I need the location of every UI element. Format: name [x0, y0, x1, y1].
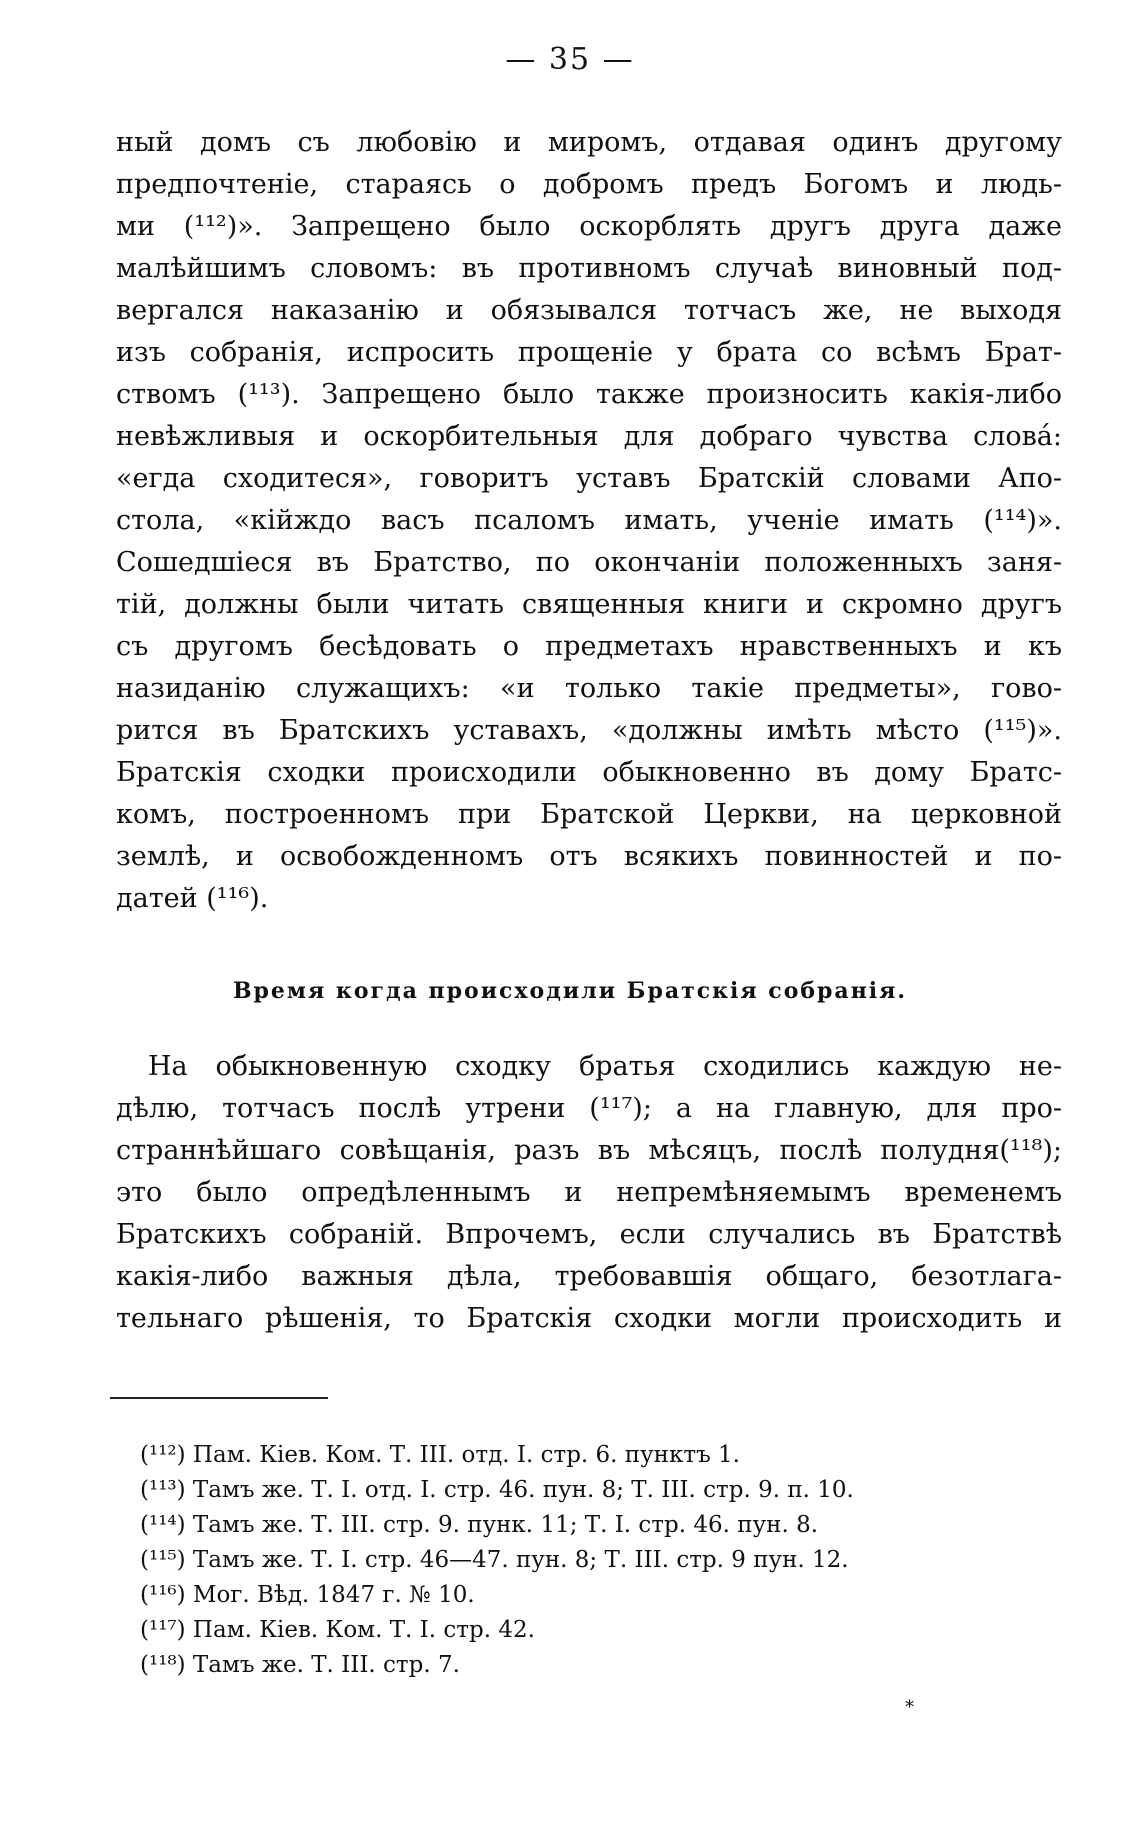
footnote-113: (¹¹³) Тамъ же. Т. I. отд. I. стр. 46. пун. 8; Т. III. стр. 9. п. 10.: [140, 1477, 854, 1503]
text-line: страннѣйшаго совѣщанія, разъ въ мѣсяцъ, послѣ полудня(¹¹⁸);: [116, 1135, 1062, 1166]
text-line: На обыкновенную сходку братья сходились каждую не-: [148, 1051, 1062, 1082]
footnote-114: (¹¹⁴) Тамъ же. Т. III. стр. 9. пунк. 11; Т. I. стр. 46. пун. 8.: [140, 1512, 819, 1538]
paragraph-2: [116, 1046, 1062, 1340]
paragraph-1: [116, 122, 1062, 920]
footnote-112: (¹¹²) Пам. Кіев. Ком. Т. III. отд. I. стр. 6. пунктъ 1.: [140, 1442, 740, 1468]
footnote-117: (¹¹⁷) Пам. Кіев. Ком. Т. I. стр. 42.: [140, 1617, 535, 1643]
footnote-116: (¹¹⁶) Мог. Вѣд. 1847 г. № 10.: [140, 1582, 475, 1608]
text-line: назиданію служащихъ: «и только такіе предметы», гово-: [116, 673, 1062, 704]
text-line: тельнаго рѣшенія, то Братскія сходки могли происходить и: [116, 1303, 1062, 1334]
text-line: Сошедшіеся въ Братство, по окончаніи положенныхъ заня-: [116, 547, 1062, 578]
section-heading: Время когда происходили Братскія собранія.: [232, 978, 908, 1004]
text-line: ный домъ съ любовію и миромъ, отдавая одинъ другому: [116, 127, 1062, 158]
text-line: какія-либо важныя дѣла, требовавшія общаго, безотлага-: [116, 1261, 1062, 1292]
text-line: тій, должны были читать священныя книги и скромно другъ: [116, 589, 1062, 620]
text-line: ствомъ (¹¹³). Запрещено было также произносить какія-либо: [116, 379, 1062, 410]
footnote-rule: [110, 1397, 328, 1399]
text-line: невѣжливыя и оскорбительныя для добраго чувства слова́:: [116, 421, 1062, 452]
text-line: комъ, построенномъ при Братской Церкви, на церковной: [116, 799, 1062, 830]
text-line: датей (¹¹⁶).: [116, 883, 269, 914]
text-line: стола, «кійждо васъ псаломъ имать, ученіе имать (¹¹⁴)».: [116, 505, 1062, 536]
text-line: землѣ, и освобожденномъ отъ всякихъ повинностей и по-: [116, 841, 1062, 872]
text-line: Братскія сходки происходили обыкновенно въ дому Братс-: [116, 757, 1062, 788]
text-line: это было опредѣленнымъ и непремѣняемымъ временемъ: [116, 1177, 1062, 1208]
text-line: предпочтеніе, стараясь о добромъ предъ Богомъ и людь-: [116, 169, 1062, 200]
text-line: рится въ Братскихъ уставахъ, «должны имѣть мѣсто (¹¹⁵)».: [116, 715, 1062, 746]
footnote-118: (¹¹⁸) Тамъ же. Т. III. стр. 7.: [140, 1652, 460, 1678]
text-line: ми (¹¹²)». Запрещено было оскорблять другъ друга даже: [116, 211, 1062, 242]
text-line: «егда сходитеся», говоритъ уставъ Братскій словами Апо-: [116, 463, 1062, 494]
text-line: съ другомъ бесѣдовать о предметахъ нравственныхъ и къ: [116, 631, 1062, 662]
signature-mark: *: [905, 1697, 914, 1718]
footnotes: [140, 1438, 1040, 1683]
page-number: — 35 —: [505, 42, 635, 77]
footnote-115: (¹¹⁵) Тамъ же. Т. I. стр. 46—47. пун. 8; Т. III. стр. 9 пун. 12.: [140, 1547, 849, 1573]
text-line: дѣлю, тотчасъ послѣ утрени (¹¹⁷); а на главную, для про-: [116, 1093, 1062, 1124]
text-line: изъ собранія, испросить прощеніе у брата со всѣмъ Брат-: [116, 337, 1062, 368]
text-line: малѣйшимъ словомъ: въ противномъ случаѣ виновный под-: [116, 253, 1062, 284]
text-line: вергался наказанію и обязывался тотчасъ же, не выходя: [116, 295, 1062, 326]
text-line: Братскихъ собраній. Впрочемъ, если случались въ Братствѣ: [116, 1219, 1062, 1250]
